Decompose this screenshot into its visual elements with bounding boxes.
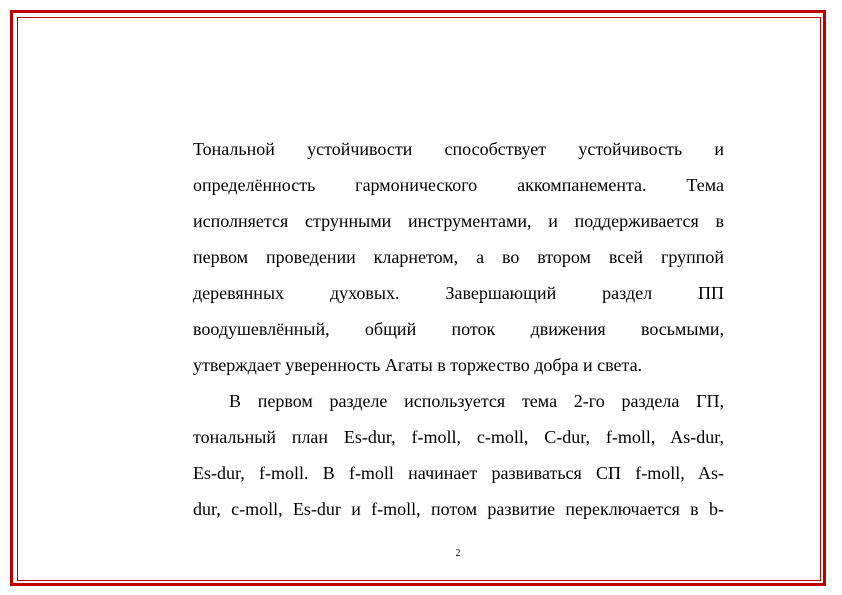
page-number: 2: [455, 548, 461, 559]
text-line: тональный план Es-dur, f-moll, c-moll, C-dur, f-moll, As-dur,: [193, 427, 724, 447]
body-text: [193, 131, 724, 527]
text-line: Es-dur, f-moll. В f-moll начинает развиваться СП f-moll, As-: [193, 463, 724, 483]
text-line: первом проведении кларнетом, а во втором всей группой: [193, 247, 724, 267]
text-line: В первом разделе используется тема 2-го раздела ГП,: [229, 391, 724, 411]
text-line: dur, c-moll, Es-dur и f-moll, потом развитие переключается в b-: [193, 499, 724, 519]
text-line: определённость гармонического аккомпанемента. Тема: [193, 175, 724, 195]
text-line: исполняется струнными инструментами, и поддерживается в: [193, 211, 724, 231]
text-line: воодушевлённый, общий поток движения восьмыми,: [193, 319, 724, 339]
text-line: деревянных духовых. Завершающий раздел ПП: [193, 283, 724, 303]
text-line: утверждает уверенность Агаты в торжество добра и света.: [193, 355, 643, 375]
text-line: Тональной устойчивости способствует устойчивость и: [193, 139, 724, 159]
